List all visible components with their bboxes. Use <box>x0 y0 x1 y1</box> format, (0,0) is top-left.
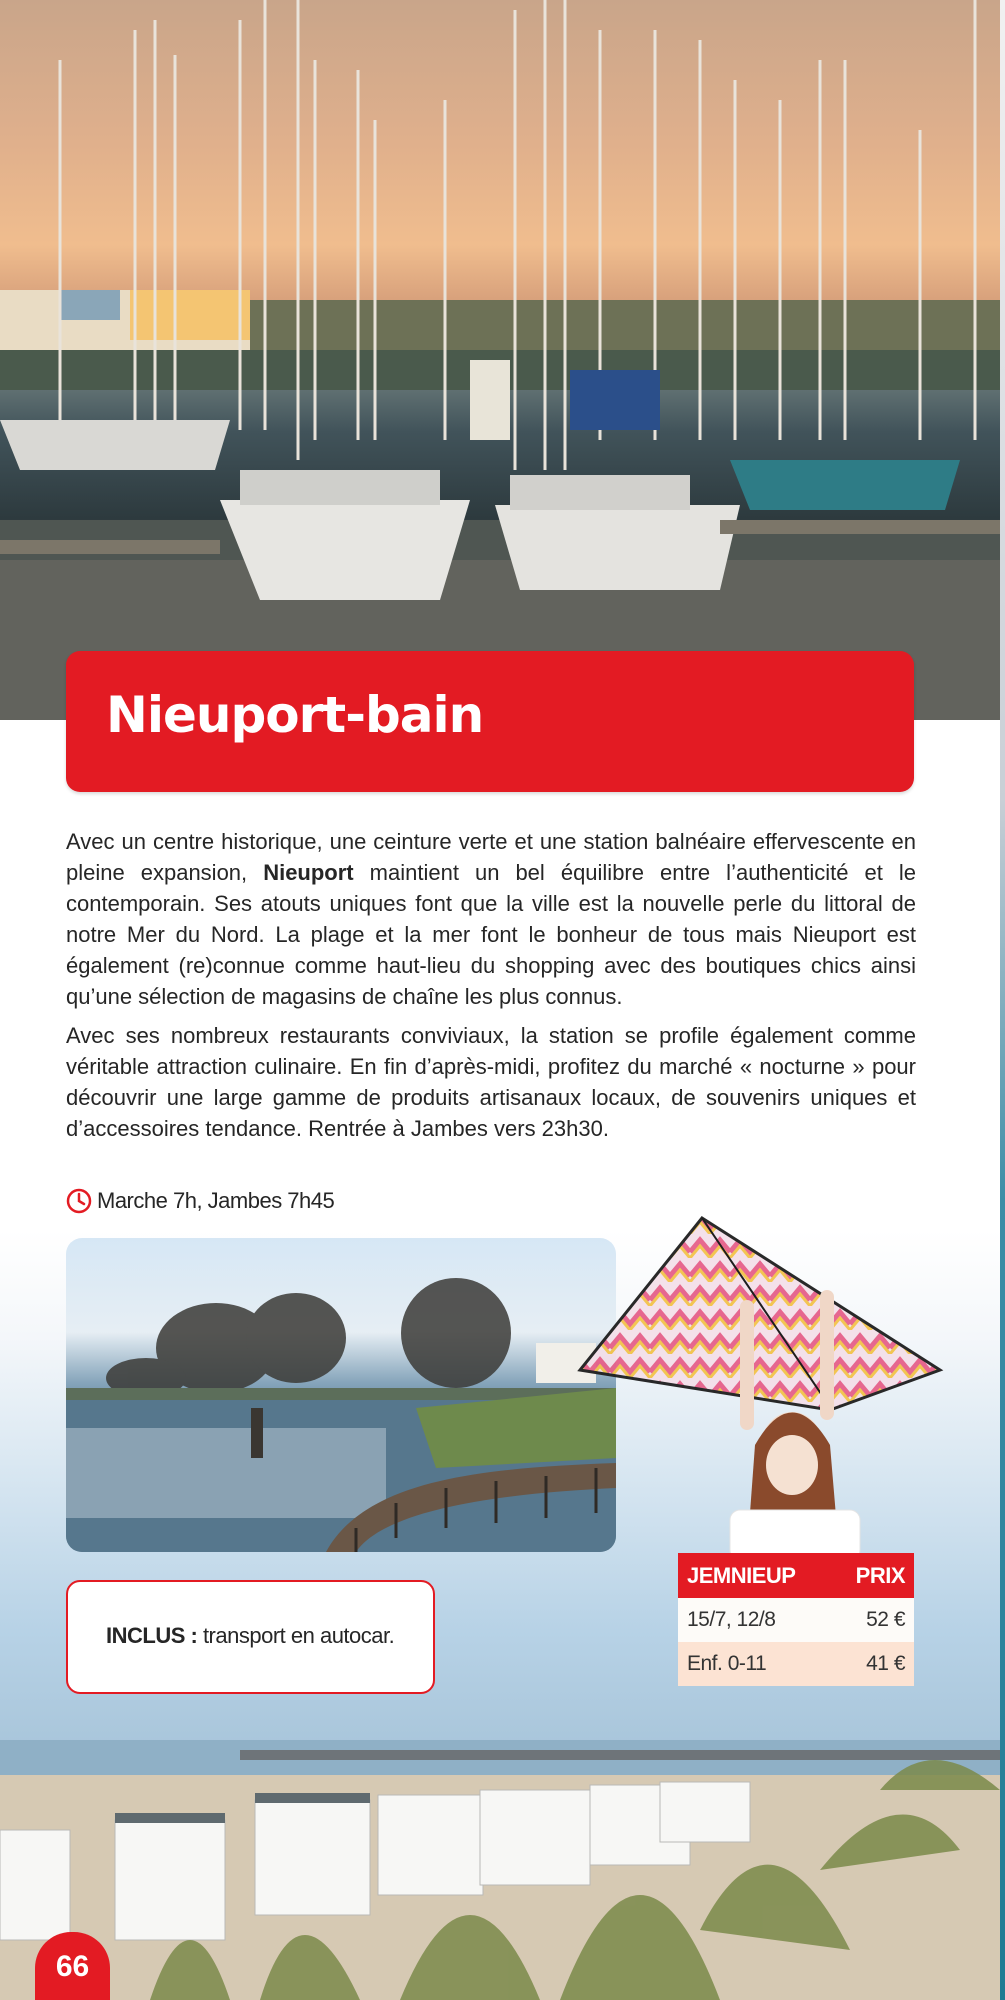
inclus-line <box>106 1623 394 1649</box>
price-table-header <box>678 1553 914 1598</box>
page-number: 66 <box>55 1950 90 1983</box>
inclus-label: INCLUS : <box>106 1623 198 1648</box>
page-edge-strip <box>1000 0 1005 2000</box>
row-price: 41 € <box>866 1652 905 1675</box>
hero-harbour-photo <box>0 0 1005 720</box>
title-banner <box>66 651 914 792</box>
row-date: 15/7, 12/8 <box>687 1608 776 1631</box>
header-code: JEMNIEUP <box>687 1562 796 1588</box>
description-text <box>66 826 916 1152</box>
schedule-line <box>66 1185 334 1217</box>
table-row <box>678 1598 914 1642</box>
paragraph-1: Avec un centre historique, une ceinture verte et une station balnéaire effervescente en pleine expansion, Nieuport maintient un bel équilibre entre l’authenticité et le contemporain. Ses atouts uniques font que la ville est la nouvelle perle du littoral de notre Mer du Nord. La plage et la mer font le bonheur de tous mais Nieuport est également (re)connue comme haut-lieu du shopping avec des boutiques chics ainsi qu’une sélection de magasins de chaîne les plus connus. <box>66 829 917 1009</box>
schedule-text: Marche 7h, Jambes 7h45 <box>97 1188 335 1213</box>
inclus-text: transport en autocar. <box>197 1623 395 1648</box>
price-table <box>678 1553 914 1686</box>
bold-keyword: Nieuport <box>263 860 354 885</box>
page-number-tab <box>35 1932 110 2000</box>
row-price: 52 € <box>866 1608 905 1631</box>
kite-girl-photo <box>570 1210 950 1560</box>
page-title: Nieuport-bain <box>106 686 484 744</box>
paragraph-2: Avec ses nombreux restaurants conviviaux, la station se profile également comme véritable attraction culinaire. En fin d’après-midi, profitez du marché « nocturne » pour découvrir une large gamme de produits artisanaux locaux, de souvenirs uniques et d’accessoires tendance. Rentrée à Jambes vers 23h30. <box>66 1023 916 1141</box>
header-prix: PRIX <box>855 1562 905 1588</box>
river-photo <box>66 1238 616 1552</box>
clock-icon <box>66 1188 92 1214</box>
inclus-box <box>66 1580 435 1694</box>
table-row <box>678 1642 914 1686</box>
row-date: Enf. 0-11 <box>687 1652 767 1675</box>
